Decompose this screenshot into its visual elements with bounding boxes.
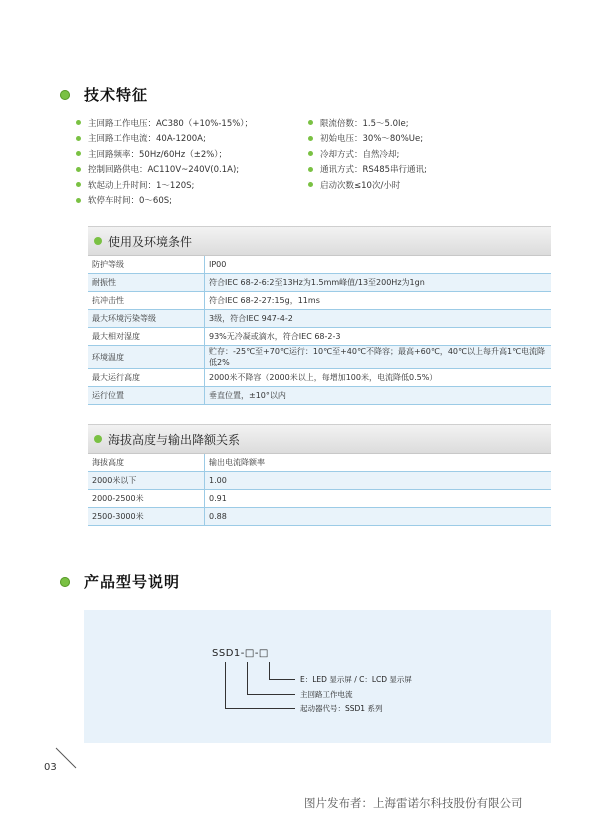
connector-line [225, 662, 226, 708]
spec-item: 软起动上升时间：1～120S; [76, 177, 253, 193]
spec-item: 主回路工作电压：AC380（+10%-15%）； [76, 115, 253, 131]
altitude-table-title: 海拔高度与输出降额关系 [108, 432, 241, 447]
bullet-icon [308, 120, 313, 125]
model-desc-current: 主回路工作电流 [300, 690, 353, 699]
model-desc-display: E：LED 显示屏 / C：LCD 显示屏 [300, 675, 412, 684]
bullet-icon [60, 577, 70, 587]
env-table-title: 使用及环境条件 [108, 234, 193, 249]
bullet-icon [76, 120, 81, 125]
table-row: 耐振性 符合IEC 68-2-6:2至13Hz为1.5mm峰值/13至200Hz为1gn [88, 274, 551, 292]
connector-line [247, 694, 295, 695]
env-table-header [88, 226, 551, 256]
spec-item: 限流倍数：1.5～5.0Ie; [308, 115, 427, 131]
table-row: 最大相对湿度 93%无冷凝或滴水，符合IEC 68-2-3 [88, 328, 551, 346]
publisher-footer: 图片发布者：上海雷诺尔科技股份有限公司 [304, 796, 523, 810]
bullet-icon [94, 237, 102, 245]
spec-item: 冷却方式：自然冷却; [308, 146, 427, 162]
spec-item: 通讯方式：RS485串行通讯; [308, 162, 427, 178]
env-conditions-table [88, 226, 551, 405]
spec-item: 控制回路供电：AC110V~240V(0.1A); [76, 162, 253, 178]
table-row: 抗冲击性 符合IEC 68-2-27:15g，11ms [88, 292, 551, 310]
model-section-header [60, 571, 180, 592]
bullet-icon [76, 182, 81, 187]
env-table-grid [88, 256, 551, 405]
bullet-icon [76, 167, 81, 172]
bullet-icon [308, 167, 313, 172]
page-number: 03 [44, 762, 57, 773]
tech-section-title: 技术特征 [84, 86, 149, 104]
connector-line [247, 662, 248, 694]
table-row: 2500-3000米 0.88 [88, 508, 551, 526]
altitude-table-header [88, 424, 551, 454]
connector-line [269, 662, 270, 679]
table-row: 防护等级 IP00 [88, 256, 551, 274]
bullet-icon [76, 198, 81, 203]
tech-spec-list-right [308, 115, 427, 193]
bullet-icon [76, 136, 81, 141]
table-row: 2000米以下 1.00 [88, 472, 551, 490]
bullet-icon [76, 151, 81, 156]
bullet-icon [308, 182, 313, 187]
tech-section-header [60, 84, 148, 105]
spec-item: 软停车时间：0～60S; [76, 193, 253, 209]
bullet-icon [60, 90, 70, 100]
altitude-table-grid [88, 454, 551, 526]
table-row: 最大运行高度 2000米不降容（2000米以上，每增加100米，电流降低0.5%） [88, 369, 551, 387]
model-code: SSD1-□-□ [212, 648, 269, 659]
spec-item: 主回路工作电流：40A-1200A; [76, 131, 253, 147]
model-section-title: 产品型号说明 [84, 573, 181, 591]
table-row: 最大环境污染等级 3级，符合IEC 947-4-2 [88, 310, 551, 328]
model-desc-series: 起动器代号：SSD1 系列 [300, 704, 383, 713]
table-row: 环境温度 贮存：-25℃至+70℃运行：10℃至+40℃不降容；最高+60℃，40℃以上每升高1℃电流降低2% [88, 346, 551, 369]
spec-item: 初始电压：30%～80%Ue; [308, 131, 427, 147]
altitude-derating-table [88, 424, 551, 526]
page-slash-icon [54, 746, 78, 770]
bullet-icon [308, 136, 313, 141]
bullet-icon [308, 151, 313, 156]
table-row: 海拔高度 输出电流降额率 [88, 454, 551, 472]
bullet-icon [94, 435, 102, 443]
table-row: 2000-2500米 0.91 [88, 490, 551, 508]
table-row: 运行位置 垂直位置，±10°以内 [88, 387, 551, 405]
tech-spec-list-left [76, 115, 253, 208]
spec-item: 启动次数≤10次/小时 [308, 177, 427, 193]
connector-line [225, 708, 295, 709]
connector-line [269, 679, 295, 680]
spec-item: 主回路频率：50Hz/60Hz（±2%）； [76, 146, 253, 162]
